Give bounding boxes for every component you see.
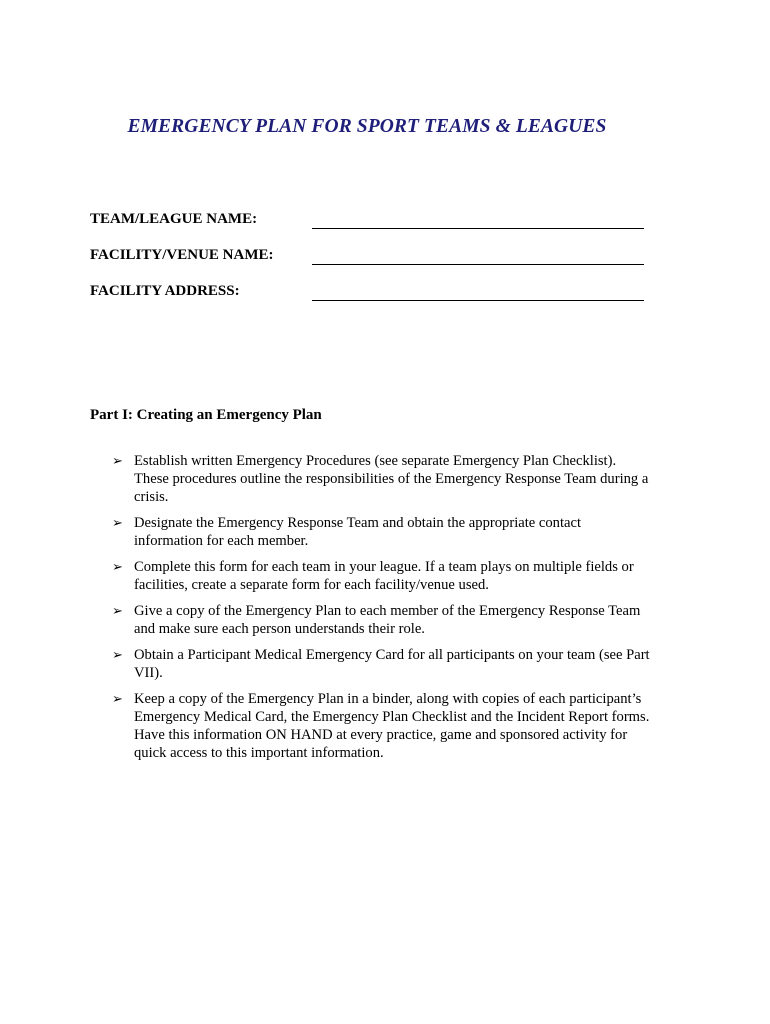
list-item <box>112 602 652 638</box>
list-item <box>112 646 652 682</box>
facility-venue-name-field <box>90 247 650 269</box>
list-item <box>112 690 652 762</box>
arrowhead-bullet-icon: ➢ <box>112 453 123 468</box>
facility-address-label: FACILITY ADDRESS: <box>90 283 240 299</box>
facility-address-field <box>90 283 650 305</box>
team-league-name-field <box>90 211 650 233</box>
list-item-text: Keep a copy of the Emergency Plan in a binder, along with copies of each participant’s Emergency Medical Card, the Emergency Plan Checklist and the Incident Report forms. Have this information ON HAND at every practice, game and sponsored activity for quick access to this important information. <box>134 691 650 761</box>
team-league-name-blank-line[interactable] <box>312 228 644 229</box>
list-item <box>112 558 652 594</box>
list-item-text: Establish written Emergency Procedures (see separate Emergency Plan Checklist). These procedures outline the responsibilities of the Emergency Response Team during a crisis. <box>134 453 649 505</box>
facility-venue-name-label: FACILITY/VENUE NAME: <box>90 247 274 263</box>
list-item-text: Give a copy of the Emergency Plan to each member of the Emergency Response Team and make sure each person understands their role. <box>134 603 641 637</box>
part-one-heading: Part I: Creating an Emergency Plan <box>90 407 322 423</box>
arrowhead-bullet-icon: ➢ <box>112 647 123 662</box>
list-item-text: Obtain a Participant Medical Emergency Card for all participants on your team (see Part VII). <box>134 647 650 681</box>
emergency-plan-steps-list <box>112 452 652 770</box>
arrowhead-bullet-icon: ➢ <box>112 515 123 530</box>
list-item-text: Designate the Emergency Response Team and obtain the appropriate contact information for each member. <box>134 515 582 549</box>
list-item-text: Complete this form for each team in your league. If a team plays on multiple fields or facilities, create a separate form for each facility/venue used. <box>134 559 634 593</box>
arrowhead-bullet-icon: ➢ <box>112 603 123 618</box>
facility-address-blank-line[interactable] <box>312 300 644 301</box>
document-title: EMERGENCY PLAN FOR SPORT TEAMS & LEAGUES <box>127 116 607 137</box>
arrowhead-bullet-icon: ➢ <box>112 691 123 706</box>
list-item <box>112 514 652 550</box>
team-league-name-label: TEAM/LEAGUE NAME: <box>90 211 258 227</box>
list-item <box>112 452 652 506</box>
arrowhead-bullet-icon: ➢ <box>112 559 123 574</box>
facility-venue-name-blank-line[interactable] <box>312 264 644 265</box>
